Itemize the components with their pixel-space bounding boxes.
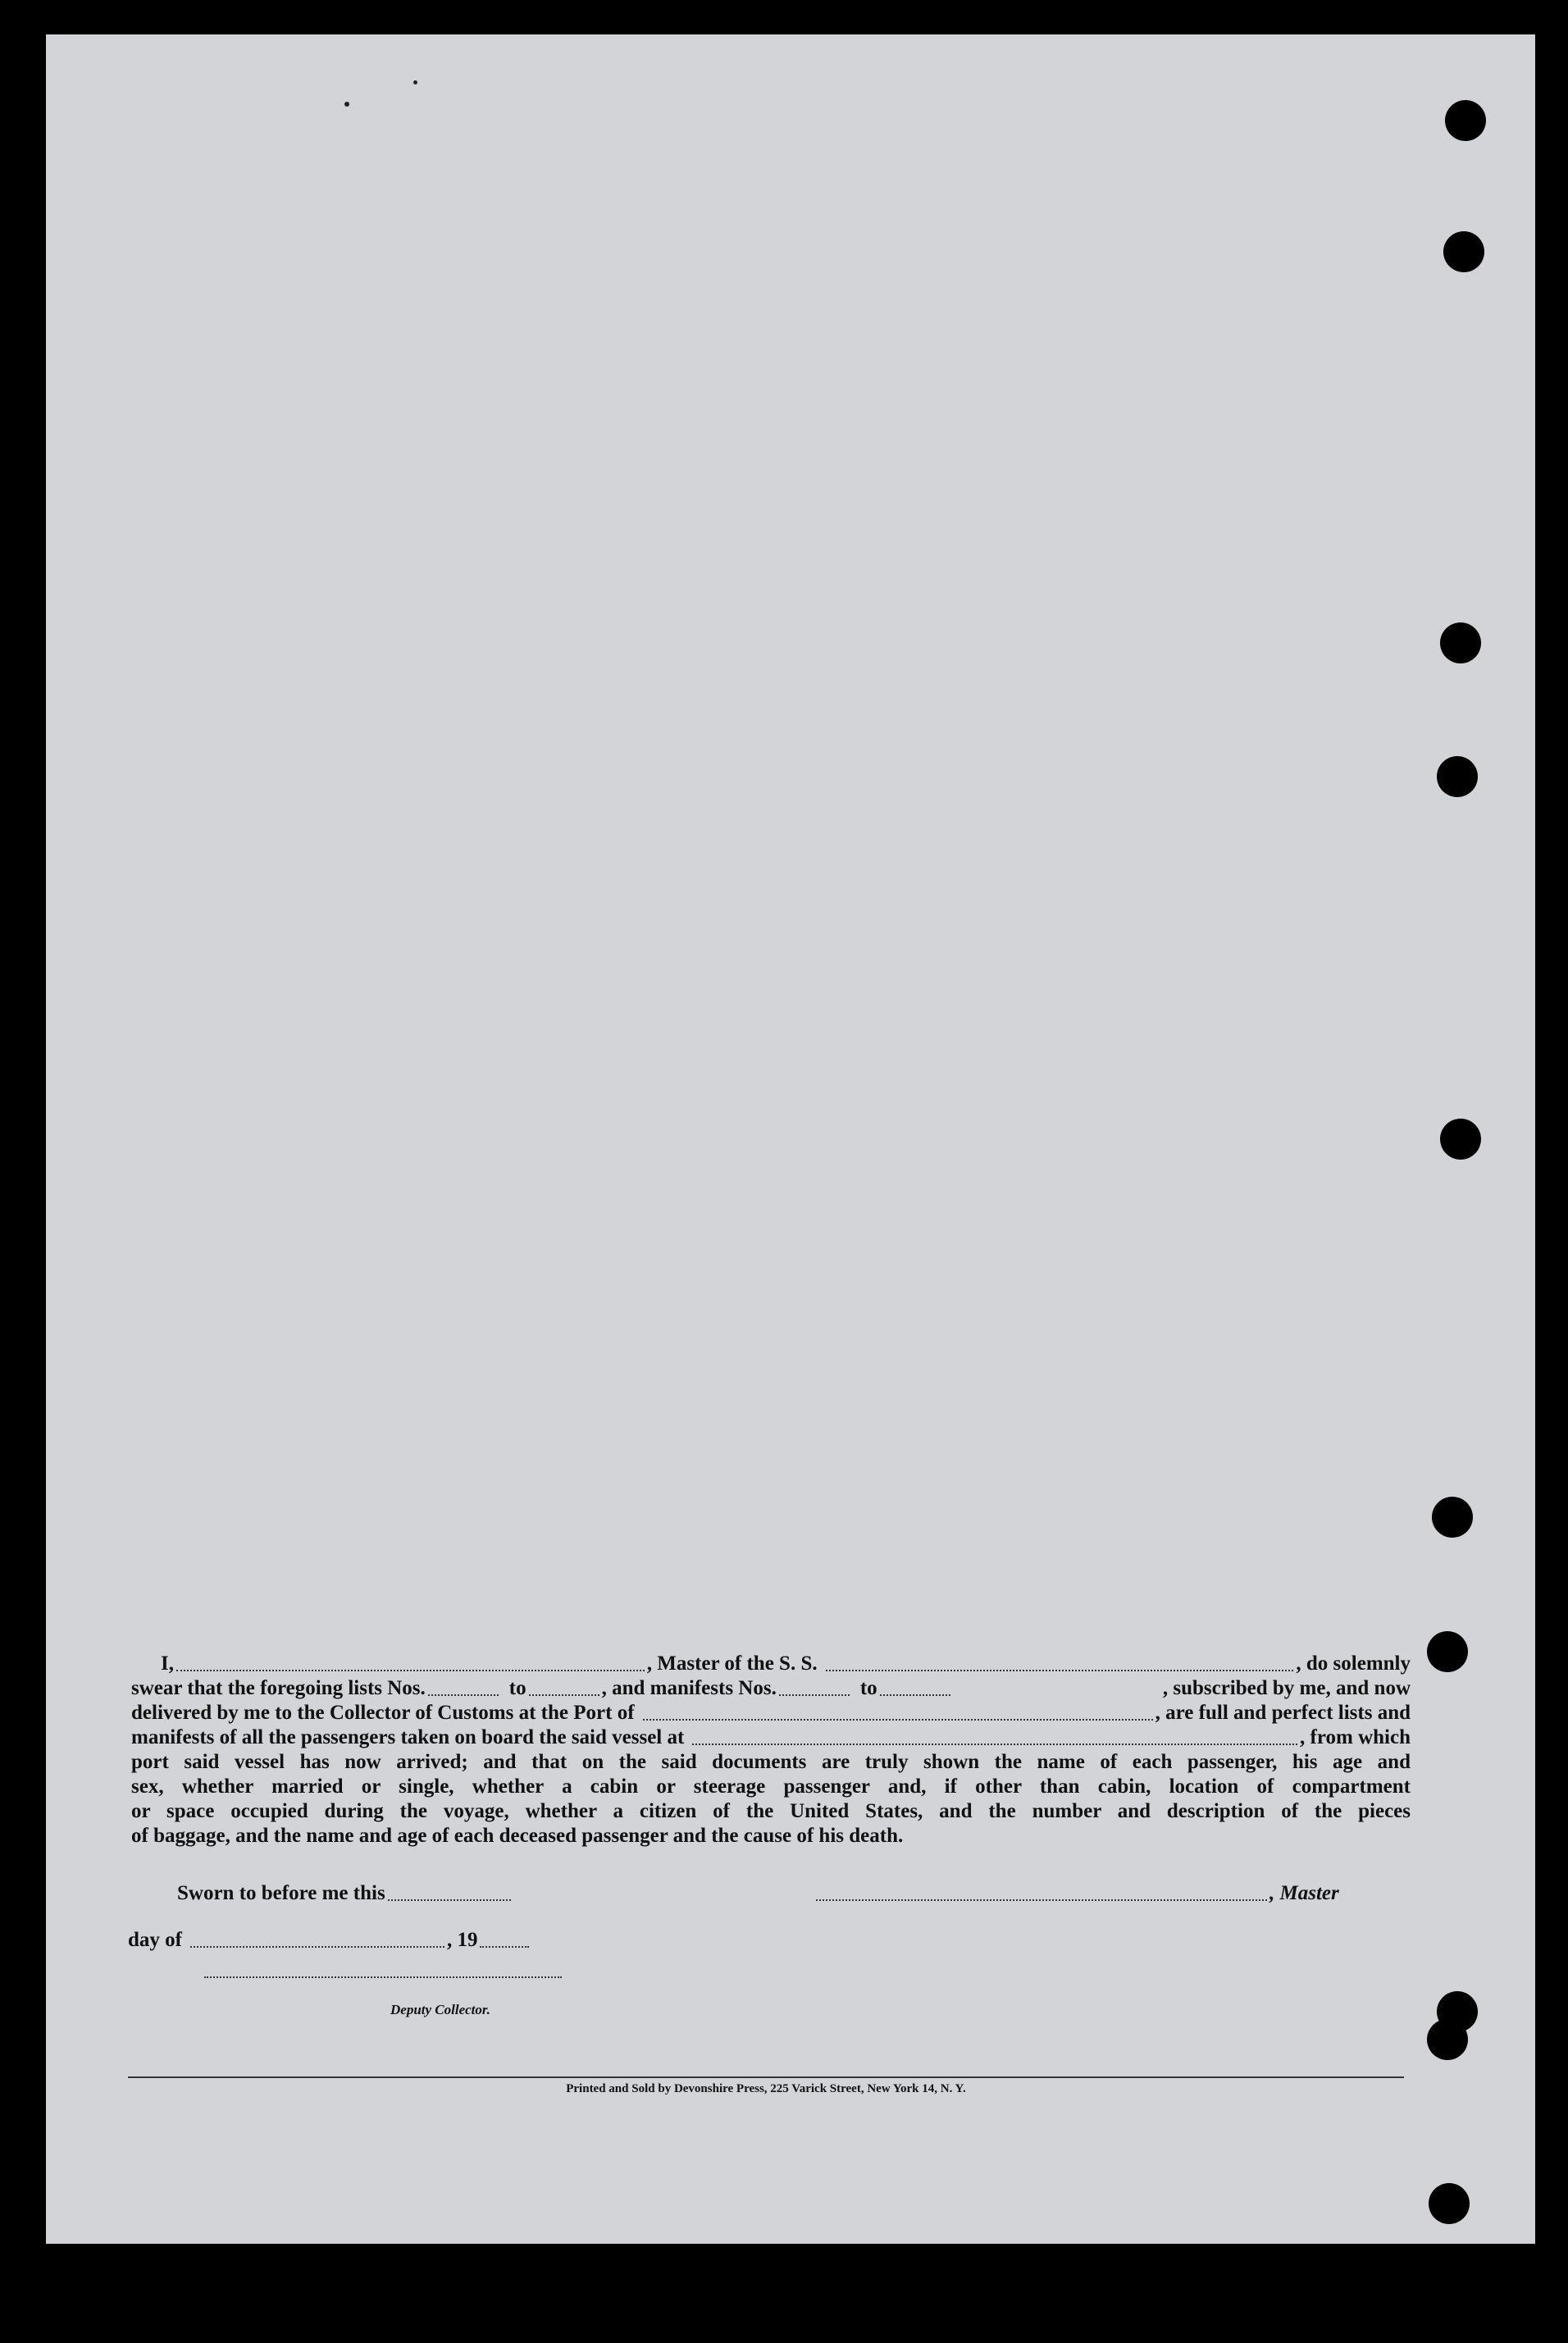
oath-text: delivered by me to the Collector of Customs at the Port of [131,1702,635,1724]
binder-hole [1427,1631,1468,1672]
oath-line-2 [131,1676,1411,1701]
oath-line-4 [131,1725,1411,1750]
port-blank[interactable] [643,1719,1153,1721]
master-label: , Master [1269,1882,1339,1904]
binder-hole [1437,756,1478,797]
day-of-label: day of [128,1929,182,1951]
master-signature-blank[interactable] [816,1899,1267,1901]
oath-text: to [859,1677,877,1699]
oath-line-5: port said vessel has now arrived; and that on the said documents are truly shown the name of each passenger, his age and [131,1751,1411,1773]
embark-port-blank[interactable] [692,1744,1297,1745]
binder-hole [1443,231,1484,272]
oath-text: , are full and perfect lists and [1155,1702,1411,1724]
binder-hole [1432,1497,1473,1538]
day-of-line [128,1929,531,1952]
sworn-label: Sworn to before me this [177,1882,385,1904]
master-signature-line [814,1882,1339,1905]
footer-rule [128,2076,1404,2078]
month-blank[interactable] [190,1946,444,1948]
oath-text: manifests of all the passengers taken on board the said vessel at [131,1726,685,1748]
binder-hole [1427,2019,1468,2060]
year-blank[interactable] [480,1946,529,1948]
year-label: , 19 [446,1929,478,1951]
sworn-day-blank[interactable] [388,1899,511,1901]
master-name-blank[interactable] [176,1670,645,1671]
oath-text: , subscribed by me, and now [1162,1677,1411,1699]
oath-paragraph [131,1652,1411,1848]
binder-hole [1445,100,1486,141]
oath-line-1 [131,1652,1411,1676]
sworn-line [177,1882,513,1905]
binder-hole [1429,2183,1470,2224]
vessel-name-blank[interactable] [826,1670,1294,1671]
oath-text: , and manifests Nos. [601,1677,777,1699]
oath-line-7: or space occupied during the voyage, whether a citizen of the United States, and the number and description of the pieces [131,1800,1411,1822]
deputy-signature-line [202,1970,564,1971]
manifests-to-blank[interactable] [880,1694,950,1696]
oath-text: swear that the foregoing lists Nos. [131,1677,426,1699]
binder-hole [1440,1119,1481,1160]
document-page [46,34,1535,2244]
oath-line-6: sex, whether married or single, whether a cabin or steerage passenger and, if other than cabin, location of compartment [131,1775,1411,1798]
oath-line-8: of baggage, and the name and age of each deceased passenger and the cause of his death. [131,1825,904,1847]
lists-to-blank[interactable] [529,1694,599,1696]
oath-line-3 [131,1701,1411,1725]
oath-text: to [508,1677,526,1699]
oath-text: , Master of the S. S. [646,1652,818,1675]
deputy-signature-blank[interactable] [204,1976,562,1978]
speck [413,80,417,84]
oath-text: , from which [1300,1726,1411,1748]
oath-text: , do solemnly [1296,1652,1411,1675]
manifests-from-blank[interactable] [779,1694,850,1696]
speck [344,102,349,107]
deputy-collector-label: Deputy Collector. [390,2002,490,2017]
binder-hole [1440,622,1481,663]
lists-from-blank[interactable] [428,1694,499,1696]
oath-text: I, [161,1652,174,1675]
printer-imprint: Printed and Sold by Devonshire Press, 225 Varick Street, New York 14, N. Y. [566,2082,966,2095]
